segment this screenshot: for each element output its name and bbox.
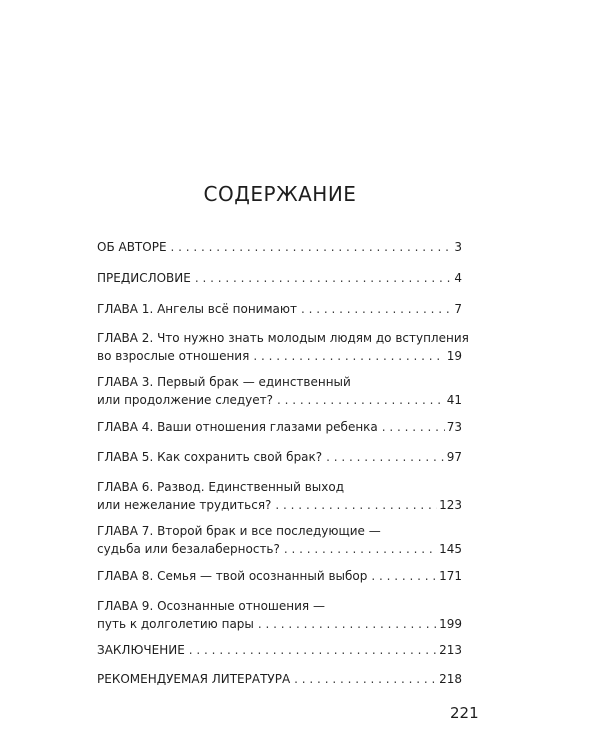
toc-line (97, 597, 462, 615)
toc-entry-chapter-6 (97, 478, 462, 514)
entry-page-number: 7 (454, 302, 462, 316)
toc-entry-preface (97, 269, 462, 287)
dot-leader (326, 448, 445, 466)
toc-entry-recommended-literature (97, 670, 462, 688)
entry-title: РЕКОМЕНДУЕМАЯ ЛИТЕРАТУРА (97, 672, 291, 686)
dot-leader (195, 269, 453, 287)
entry-title-line-1: ГЛАВА 7. Второй брак и все последующие — (97, 524, 381, 538)
entry-page-number: 199 (439, 617, 462, 631)
entry-title-line-2: путь к долголетию пары (97, 617, 254, 631)
entry-page-number: 97 (446, 450, 462, 464)
entry-page-number: 41 (446, 393, 462, 407)
toc-entry-chapter-9 (97, 597, 462, 633)
toc-line (97, 347, 462, 365)
dot-leader (253, 347, 444, 365)
entry-title-line-1: ГЛАВА 9. Осознанные отношения — (97, 599, 325, 613)
toc-entry-chapter-2 (97, 329, 469, 365)
entry-page-number: 213 (439, 643, 462, 657)
toc-line (97, 670, 462, 688)
entry-page-number: 19 (446, 349, 462, 363)
toc-line (97, 238, 462, 256)
toc-line (97, 373, 462, 391)
entry-title-line-2: или нежелание трудиться? (97, 498, 272, 512)
entry-title-line-1: ГЛАВА 2. Что нужно знать молодым людям до вступления (97, 331, 469, 345)
toc-line (97, 522, 462, 540)
toc-entry-about-author (97, 238, 462, 256)
toc-line (97, 269, 462, 287)
entry-page-number: 171 (439, 569, 462, 583)
toc-entry-chapter-8 (97, 567, 462, 585)
toc-line (97, 478, 462, 496)
entry-title: ГЛАВА 5. Как сохранить свой брак? (97, 450, 323, 464)
toc-line (97, 391, 462, 409)
toc-line (97, 496, 462, 514)
page-title: СОДЕРЖАНИЕ (203, 182, 357, 206)
toc-line (97, 448, 462, 466)
toc-entry-chapter-7 (97, 522, 462, 558)
toc-entry-conclusion (97, 641, 462, 659)
entry-title-line-2: или продолжение следует? (97, 393, 274, 407)
entry-title: ГЛАВА 4. Ваши отношения глазами ребенка (97, 420, 378, 434)
toc-line (97, 329, 469, 347)
toc-line (97, 540, 462, 558)
entry-title: ОБ АВТОРЕ (97, 240, 167, 254)
entry-page-number: 73 (446, 420, 462, 434)
entry-title-line-1: ГЛАВА 3. Первый брак — единственный (97, 375, 351, 389)
dot-leader (294, 670, 437, 688)
toc-line (97, 567, 462, 585)
entry-title-line-2: судьба или безалаберность? (97, 542, 280, 556)
toc-entry-chapter-1 (97, 300, 462, 318)
entry-title: ГЛАВА 1. Ангелы всё понимают (97, 302, 297, 316)
entry-title-line-2: во взрослые отношения (97, 349, 250, 363)
toc-entry-chapter-5 (97, 448, 462, 466)
dot-leader (171, 238, 453, 256)
toc-line (97, 418, 462, 436)
dot-leader (277, 391, 445, 409)
dot-leader (301, 300, 452, 318)
toc-line (97, 300, 462, 318)
entry-title: ПРЕДИСЛОВИЕ (97, 271, 191, 285)
dot-leader (284, 540, 437, 558)
entry-page-number: 145 (439, 542, 462, 556)
entry-title: ГЛАВА 8. Семья — твой осознанный выбор (97, 569, 368, 583)
dot-leader (275, 496, 437, 514)
entry-page-number: 4 (454, 271, 462, 285)
entry-title-line-1: ГЛАВА 6. Развод. Единственный выход (97, 480, 345, 494)
page-number: 221 (450, 704, 479, 722)
toc-line (97, 615, 462, 633)
entry-page-number: 218 (439, 672, 462, 686)
toc-entry-chapter-4 (97, 418, 462, 436)
entry-page-number: 123 (439, 498, 462, 512)
toc-line (97, 641, 462, 659)
dot-leader (258, 615, 437, 633)
toc-entry-chapter-3 (97, 373, 462, 409)
dot-leader (371, 567, 437, 585)
dot-leader (382, 418, 445, 436)
dot-leader (189, 641, 437, 659)
entry-page-number: 3 (454, 240, 462, 254)
entry-title: ЗАКЛЮЧЕНИЕ (97, 643, 185, 657)
